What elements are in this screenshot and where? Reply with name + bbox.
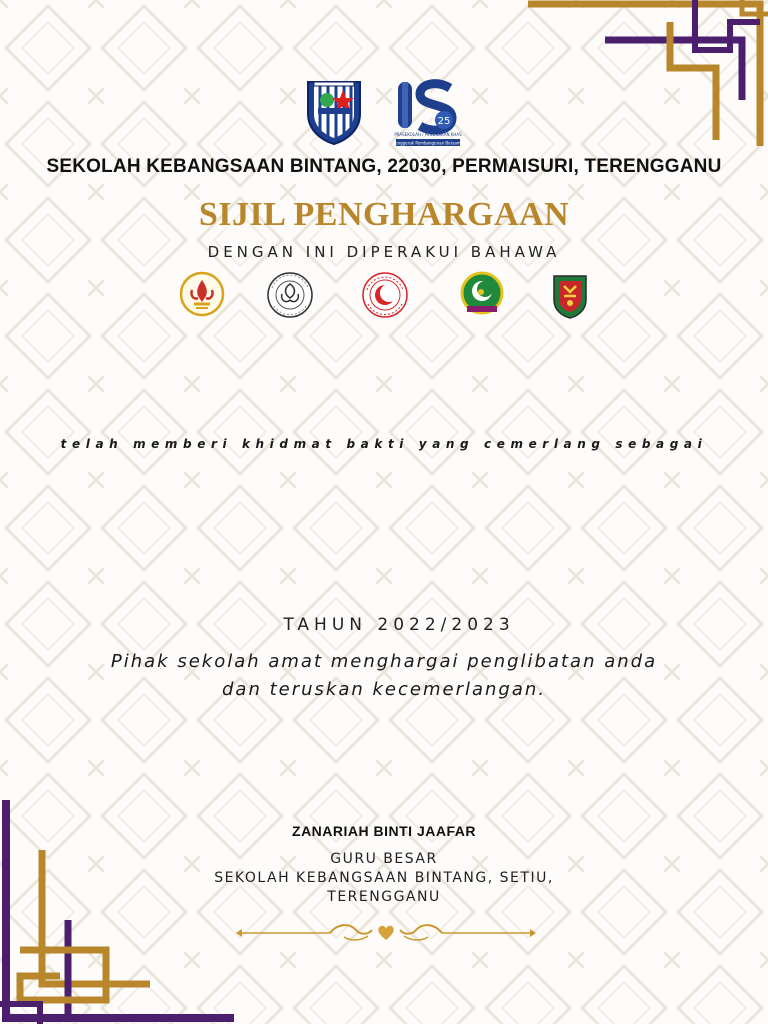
signatory-position: GURU BESAR: [330, 851, 438, 867]
top-right-corner-ornament: [520, 0, 768, 150]
appreciation-line-1: Pihak sekolah amat menghargai penglibatan anda: [110, 651, 658, 672]
service-statement: telah memberi khidmat bakti yang cemerlang sebagai: [60, 437, 708, 451]
year-label: TAHUN 2022/2023: [283, 615, 515, 635]
girl-guides-emblem-icon: [264, 270, 316, 320]
certificate-subtitle: DENGAN INI DIPERAKUI BAHAWA: [207, 243, 561, 261]
signatory-details: [0, 850, 768, 907]
ornamental-divider: [234, 918, 538, 948]
scout-emblem-icon: [178, 270, 226, 318]
signatory-school-line-2: TERENGGANU: [327, 889, 441, 905]
school-crest-icon: [305, 78, 363, 146]
programme-badge-number: 25: [437, 116, 451, 127]
signatory-name: ZANARIAH BINTI JAAFAR: [292, 823, 476, 839]
programme-badge-caption-2: Penggerak Pembangunan Bersama: [392, 140, 464, 146]
programme-badge-caption-1: PRASEKOLAH / PENDIDIKAN KHAS: [394, 132, 462, 137]
certificate-title: SIJIL PENGHARGAAN: [198, 196, 570, 233]
puteri-islam-emblem-icon: [459, 270, 505, 318]
appreciation-message: [0, 648, 768, 704]
red-crescent-emblem-icon: [359, 270, 411, 320]
programme-badge-icon: [392, 78, 464, 148]
cadet-emblem-icon: [550, 272, 590, 320]
appreciation-line-2: dan teruskan kecemerlangan.: [222, 679, 546, 700]
school-header: SEKOLAH KEBANGSAAN BINTANG, 22030, PERMAISURI, TERENGGANU: [46, 156, 722, 177]
signatory-school-line-1: SEKOLAH KEBANGSAAN BINTANG, SETIU,: [214, 870, 554, 886]
